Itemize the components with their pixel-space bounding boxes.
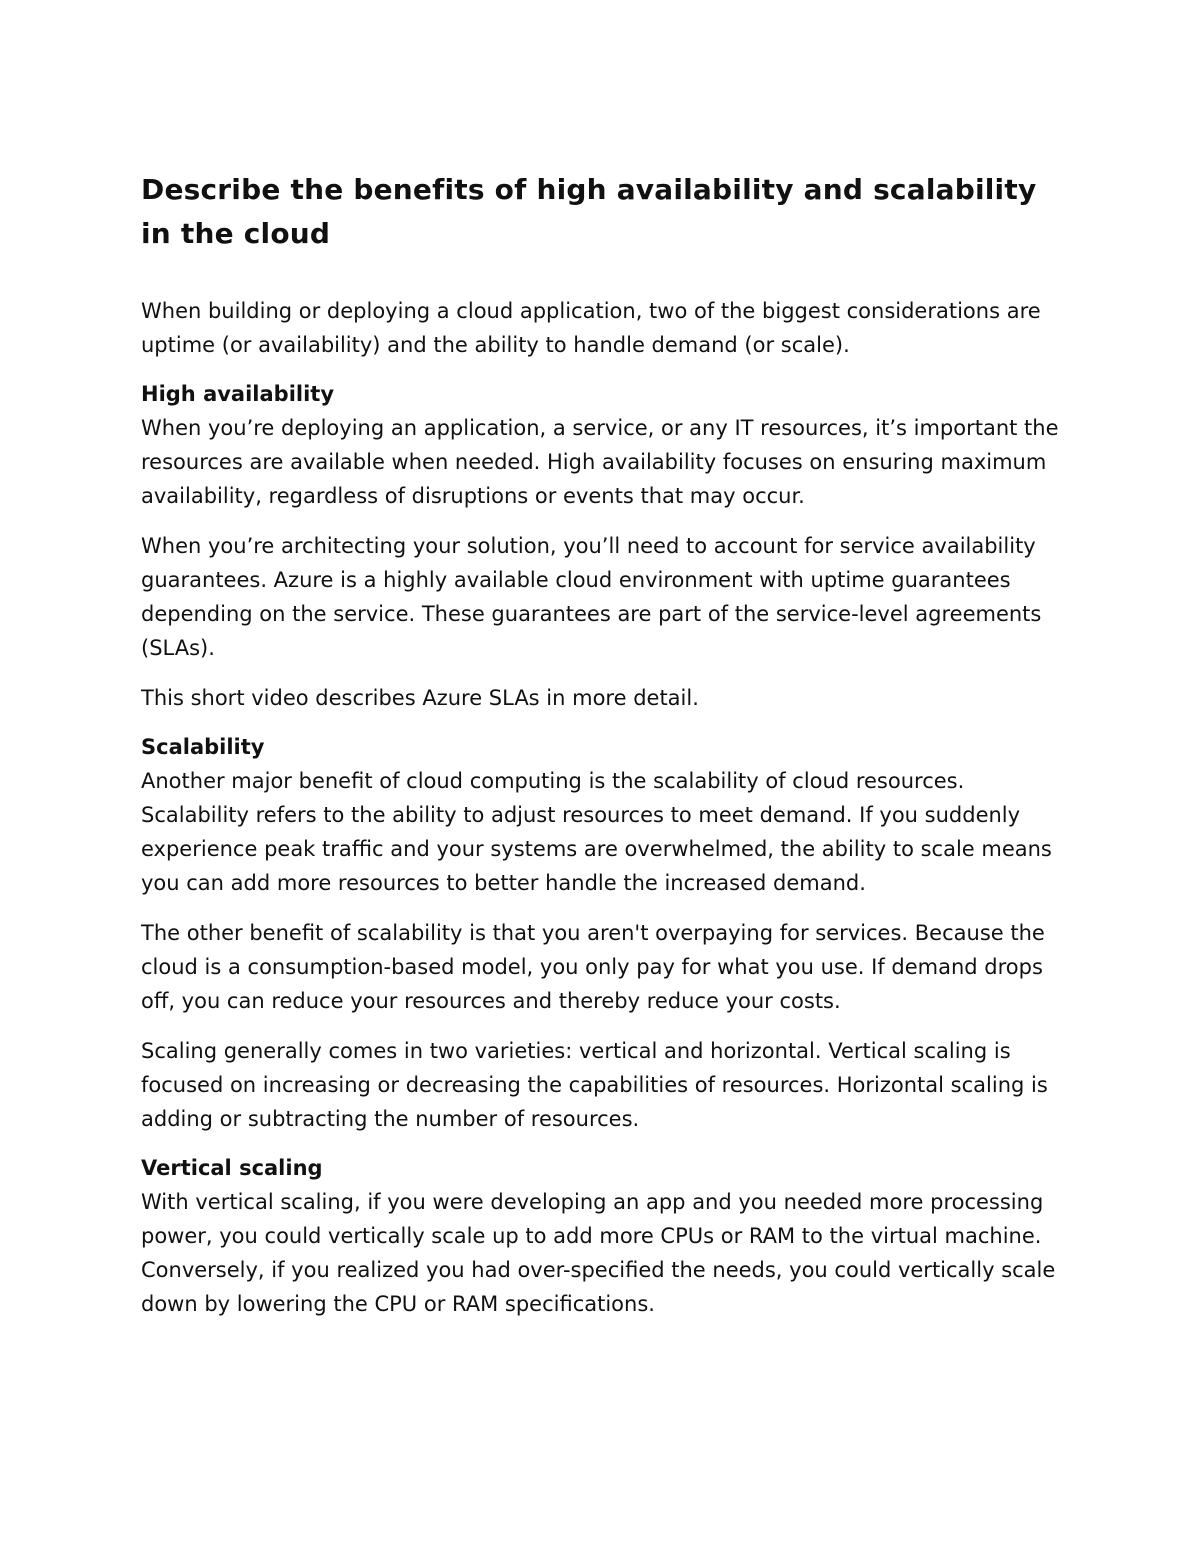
high-availability-paragraph-1: When you’re deploying an application, a service, or any IT resources, it’s important the resources are available when needed. High availability focuses on ensuring maximum availability, regardless of disruptions or events that may occur. <box>141 416 1059 508</box>
scalability-paragraph-1: Another major benefit of cloud computing is the scalability of cloud resources. Scalability refers to the ability to adjust resources to meet demand. If you suddenly experience peak traffic and your systems are overwhelmed, the ability to scale means you can add more resources to better handle the increased demand. <box>141 769 1052 895</box>
scalability-paragraph-3: Scaling generally comes in two varieties: vertical and horizontal. Vertical scaling is focused on increasing or decreasing the capabilities of resources. Horizontal scaling is adding or subtracting the number of resources. <box>141 1039 1048 1131</box>
high-availability-paragraph-2: When you’re architecting your solution, you’ll need to account for service availability guarantees. Azure is a highly available cloud environment with uptime guarantees depending on the service. These guarantees are part of the service-level agreements (SLAs). <box>141 534 1042 660</box>
high-availability-paragraph-3: This short video describes Azure SLAs in more detail. <box>141 686 699 710</box>
document-title: Describe the benefits of high availability and scalability in the cloud <box>141 173 1037 250</box>
intro-paragraph: When building or deploying a cloud application, two of the biggest considerations are uptime (or availability) and the ability to handle demand (or scale). <box>141 299 1041 357</box>
section-heading-vertical-scaling: Vertical scaling <box>141 1156 323 1180</box>
section-heading-high-availability: High availability <box>141 382 335 406</box>
section-heading-scalability: Scalability <box>141 735 265 759</box>
vertical-scaling-paragraph-1: With vertical scaling, if you were developing an app and you needed more processing power, you could vertically scale up to add more CPUs or RAM to the virtual machine. Conversely, if you realized you had over-specified the needs, you could vertically scale down by lowering the CPU or RAM specifications. <box>141 1190 1056 1316</box>
document-content <box>141 168 1061 1337</box>
scalability-paragraph-2: The other benefit of scalability is that you aren't overpaying for services. Because the cloud is a consumption-based model, you only pay for what you use. If demand drops off, you can reduce your resources and thereby reduce your costs. <box>141 921 1045 1013</box>
